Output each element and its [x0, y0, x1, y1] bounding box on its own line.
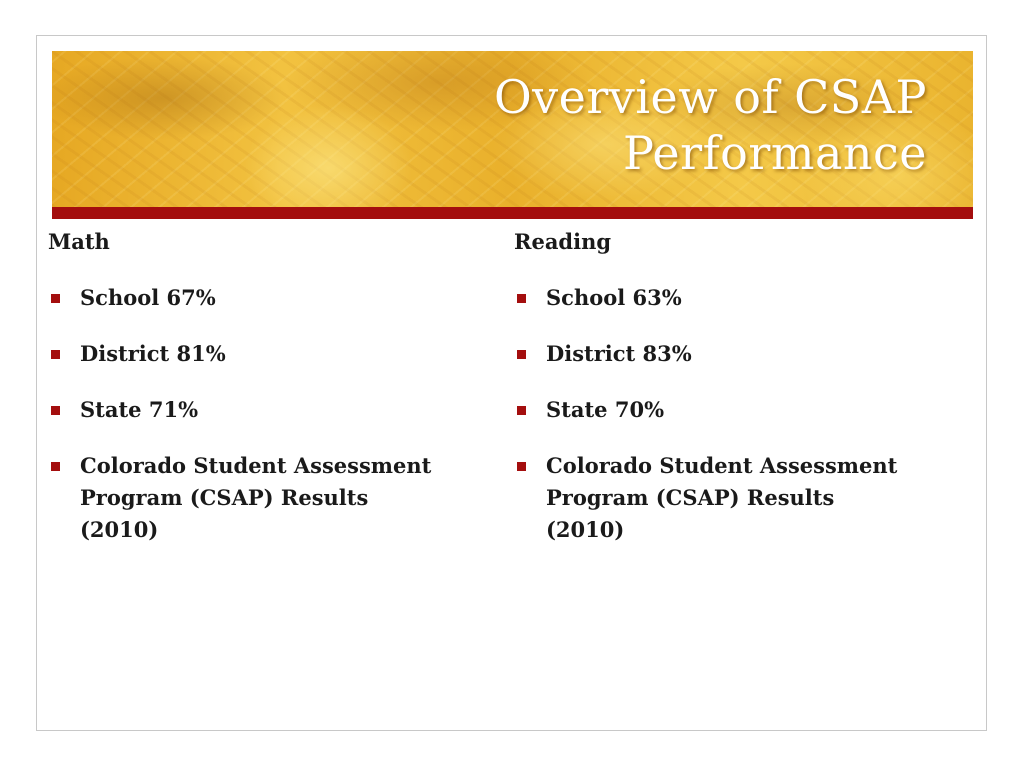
- slide-title-line-2: Performance: [623, 126, 927, 180]
- slide-title-line-1: Overview of CSAP: [493, 70, 927, 124]
- bullet-item: [514, 450, 904, 546]
- bullet-text: School 67%: [80, 285, 216, 310]
- square-bullet-icon: [517, 406, 526, 415]
- square-bullet-icon: [51, 294, 60, 303]
- banner-divider: [52, 207, 973, 219]
- bullet-item: [514, 394, 904, 426]
- square-bullet-icon: [517, 462, 526, 471]
- reading-heading: Reading: [514, 229, 612, 254]
- square-bullet-icon: [51, 350, 60, 359]
- title-banner: [52, 51, 973, 207]
- bullet-item: [48, 338, 438, 370]
- bullet-item: [48, 394, 438, 426]
- slide-title: [494, 69, 927, 181]
- bullet-text: Colorado Student Assessment Program (CSAP) Results (2010): [546, 453, 898, 542]
- square-bullet-icon: [517, 294, 526, 303]
- square-bullet-icon: [51, 462, 60, 471]
- bullet-item: [48, 450, 438, 546]
- bullet-text: State 71%: [80, 397, 199, 422]
- bullet-text: Colorado Student Assessment Program (CSAP) Results (2010): [80, 453, 432, 542]
- math-heading: Math: [48, 229, 110, 254]
- bullet-text: School 63%: [546, 285, 682, 310]
- bullet-text: State 70%: [546, 397, 665, 422]
- bullet-item: [514, 338, 904, 370]
- square-bullet-icon: [517, 350, 526, 359]
- bullet-text: District 81%: [80, 341, 226, 366]
- reading-column: [514, 228, 904, 570]
- bullet-item: [48, 282, 438, 314]
- square-bullet-icon: [51, 406, 60, 415]
- math-column: [48, 228, 438, 570]
- bullet-text: District 83%: [546, 341, 692, 366]
- bullet-item: [514, 282, 904, 314]
- math-bullet-list: [48, 282, 438, 546]
- reading-bullet-list: [514, 282, 904, 546]
